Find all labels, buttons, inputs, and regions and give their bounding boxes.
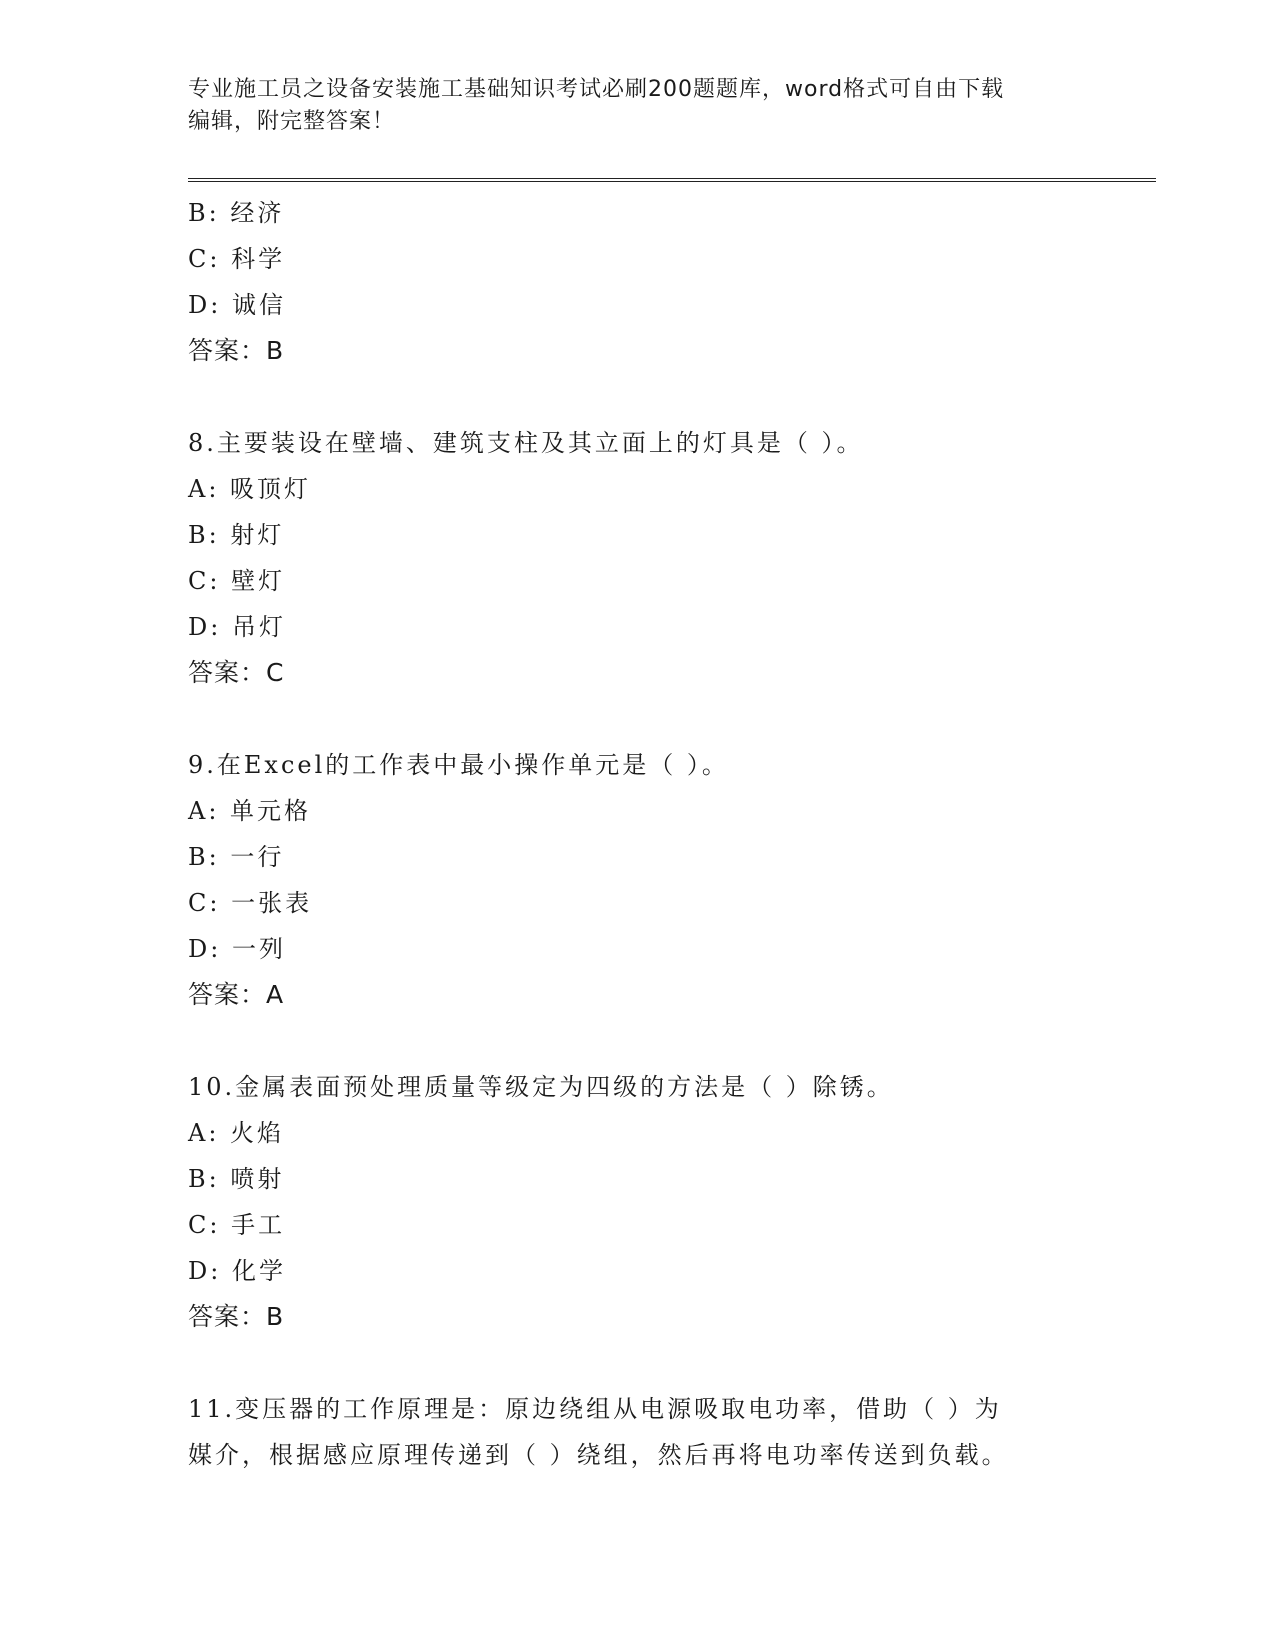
option-c: C: 手工 bbox=[188, 1211, 286, 1239]
option-d: D: 诚信 bbox=[188, 291, 286, 319]
answer-line: 答案：A bbox=[188, 980, 285, 1009]
option-c: C: 一张表 bbox=[188, 889, 313, 917]
header-divider bbox=[188, 178, 1156, 182]
spacer bbox=[188, 696, 1088, 742]
option-d: D: 吊灯 bbox=[188, 613, 286, 641]
question-11 bbox=[188, 1386, 1088, 1478]
header-line-1: 专业施工员之设备安装施工基础知识考试必刷200题题库，word格式可自由下载 bbox=[188, 77, 1005, 102]
question-text: 10.金属表面预处理质量等级定为四级的方法是（ ）除锈。 bbox=[188, 1073, 894, 1101]
question-text-line-2: 媒介，根据感应原理传递到（ ）绕组，然后再将电功率传送到负载。 bbox=[188, 1441, 1009, 1469]
option-b: B: 射灯 bbox=[188, 521, 285, 549]
option-b: B: 经济 bbox=[188, 199, 285, 227]
question-8 bbox=[188, 420, 1088, 696]
spacer bbox=[188, 1018, 1088, 1064]
spacer bbox=[188, 374, 1088, 420]
option-a: A: 火焰 bbox=[188, 1119, 285, 1147]
option-a: A: 单元格 bbox=[188, 797, 312, 825]
document-body bbox=[188, 190, 1088, 1478]
option-d: D: 化学 bbox=[188, 1257, 286, 1285]
option-a: A: 吸顶灯 bbox=[188, 475, 312, 503]
option-b: B: 一行 bbox=[188, 843, 285, 871]
question-text: 9.在Excel的工作表中最小操作单元是（ ）。 bbox=[188, 751, 729, 779]
question-text-line-1: 11.变压器的工作原理是：原边绕组从电源吸取电功率，借助（ ）为 bbox=[188, 1395, 1002, 1423]
question-text: 8.主要装设在壁墙、建筑支柱及其立面上的灯具是（ ）。 bbox=[188, 429, 864, 457]
option-c: C: 壁灯 bbox=[188, 567, 286, 595]
option-c: C: 科学 bbox=[188, 245, 286, 273]
spacer bbox=[188, 1340, 1088, 1386]
header-line-2: 编辑，附完整答案！ bbox=[188, 109, 396, 134]
answer-line: 答案：C bbox=[188, 658, 285, 687]
question-10 bbox=[188, 1064, 1088, 1340]
question-7-tail bbox=[188, 190, 1088, 374]
option-b: B: 喷射 bbox=[188, 1165, 285, 1193]
answer-line: 答案：B bbox=[188, 1302, 285, 1331]
document-header bbox=[188, 74, 1088, 138]
option-d: D: 一列 bbox=[188, 935, 286, 963]
answer-line: 答案：B bbox=[188, 336, 285, 365]
question-9 bbox=[188, 742, 1088, 1018]
